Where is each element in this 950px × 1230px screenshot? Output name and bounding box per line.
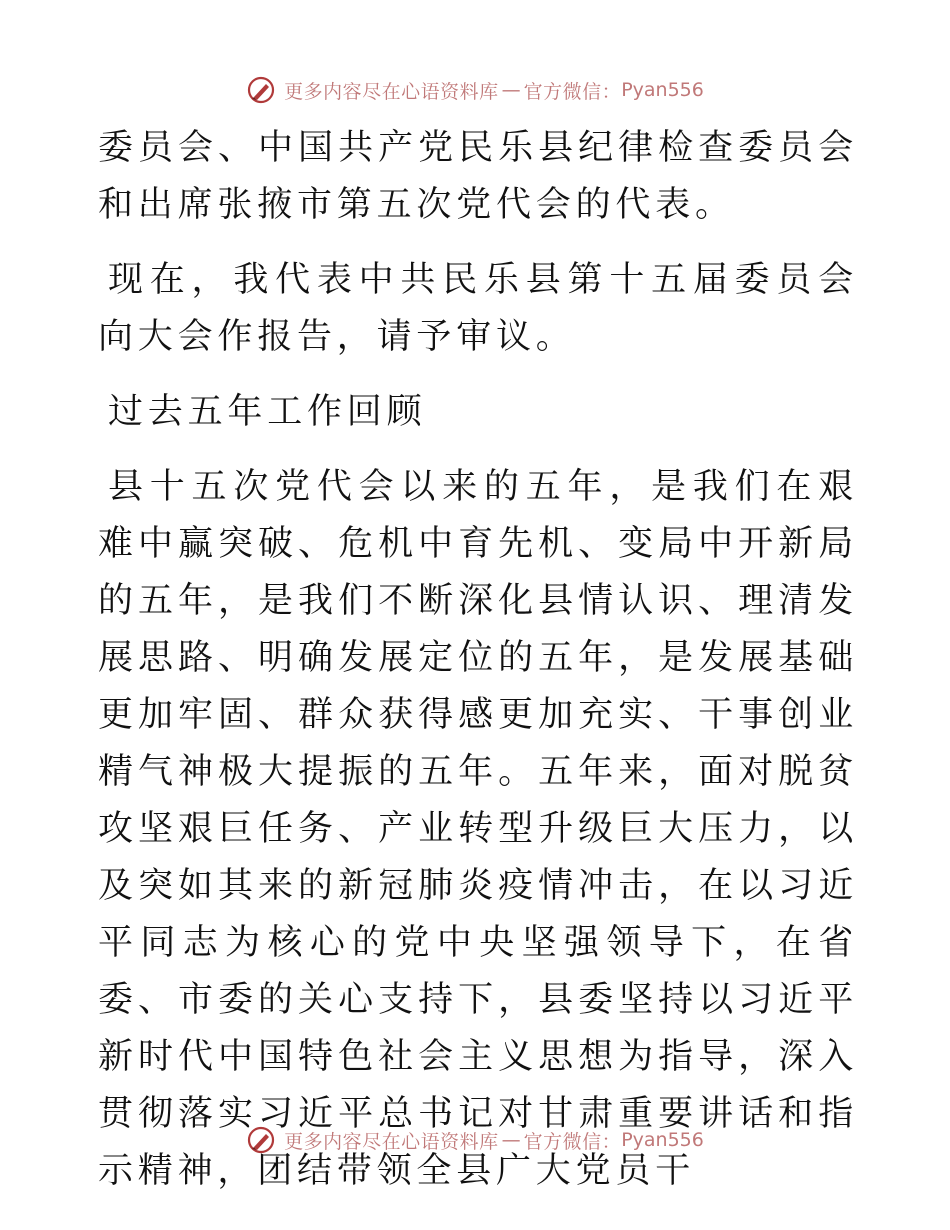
watermark-account: Pyan556 xyxy=(621,1129,704,1151)
header-watermark xyxy=(0,70,950,110)
watermark-dash: — xyxy=(501,79,521,101)
pen-logo-icon xyxy=(246,75,276,105)
watermark-dash: — xyxy=(501,1129,521,1151)
paragraph-continued: 委员会、中国共产党民乐县纪律检查委员会和出席张掖市第五次党代会的代表。 xyxy=(98,128,858,225)
watermark-label: 官方微信： xyxy=(523,1130,622,1153)
watermark-text: 更多内容尽在心语资料库 xyxy=(284,1130,499,1153)
watermark-text: 更多内容尽在心语资料库 xyxy=(284,80,499,103)
document-body xyxy=(98,120,858,1200)
section-heading: 过去五年工作回顾 xyxy=(108,392,427,432)
paragraph-gap xyxy=(98,441,858,459)
watermark-label: 官方微信： xyxy=(523,80,622,103)
paragraph-review: 县十五次党代会以来的五年，是我们在艰难中赢突破、危机中育先机、变局中开新局的五年，是我们不断深化县情认识、理清发展思路、明确发展定位的五年，是发展基础更加牢固、群众获得感更加充实、干事创业精气神极大提振的五年。五年来，面对脱贫攻坚艰巨任务、产业转型升级巨大压力，以及突如其来的新冠肺炎疫情冲击，在以习近平同志为核心的党中央坚强领导下，在省委、市委的关心支持下，县委坚持以习近平新时代中国特色社会主义思想为指导，深入贯彻落实习近平总书记对甘肃重要讲话和指示精神，团结带领全县广大党员干 xyxy=(98,467,858,1191)
paragraph-gap xyxy=(98,366,858,384)
pen-logo-icon xyxy=(246,1125,276,1155)
footer-watermark xyxy=(0,1120,950,1160)
paragraph-report-intro: 现在，我代表中共民乐县第十五届委员会向大会作报告，请予审议。 xyxy=(98,260,858,357)
watermark-account: Pyan556 xyxy=(621,79,704,101)
paragraph-gap xyxy=(98,234,858,252)
